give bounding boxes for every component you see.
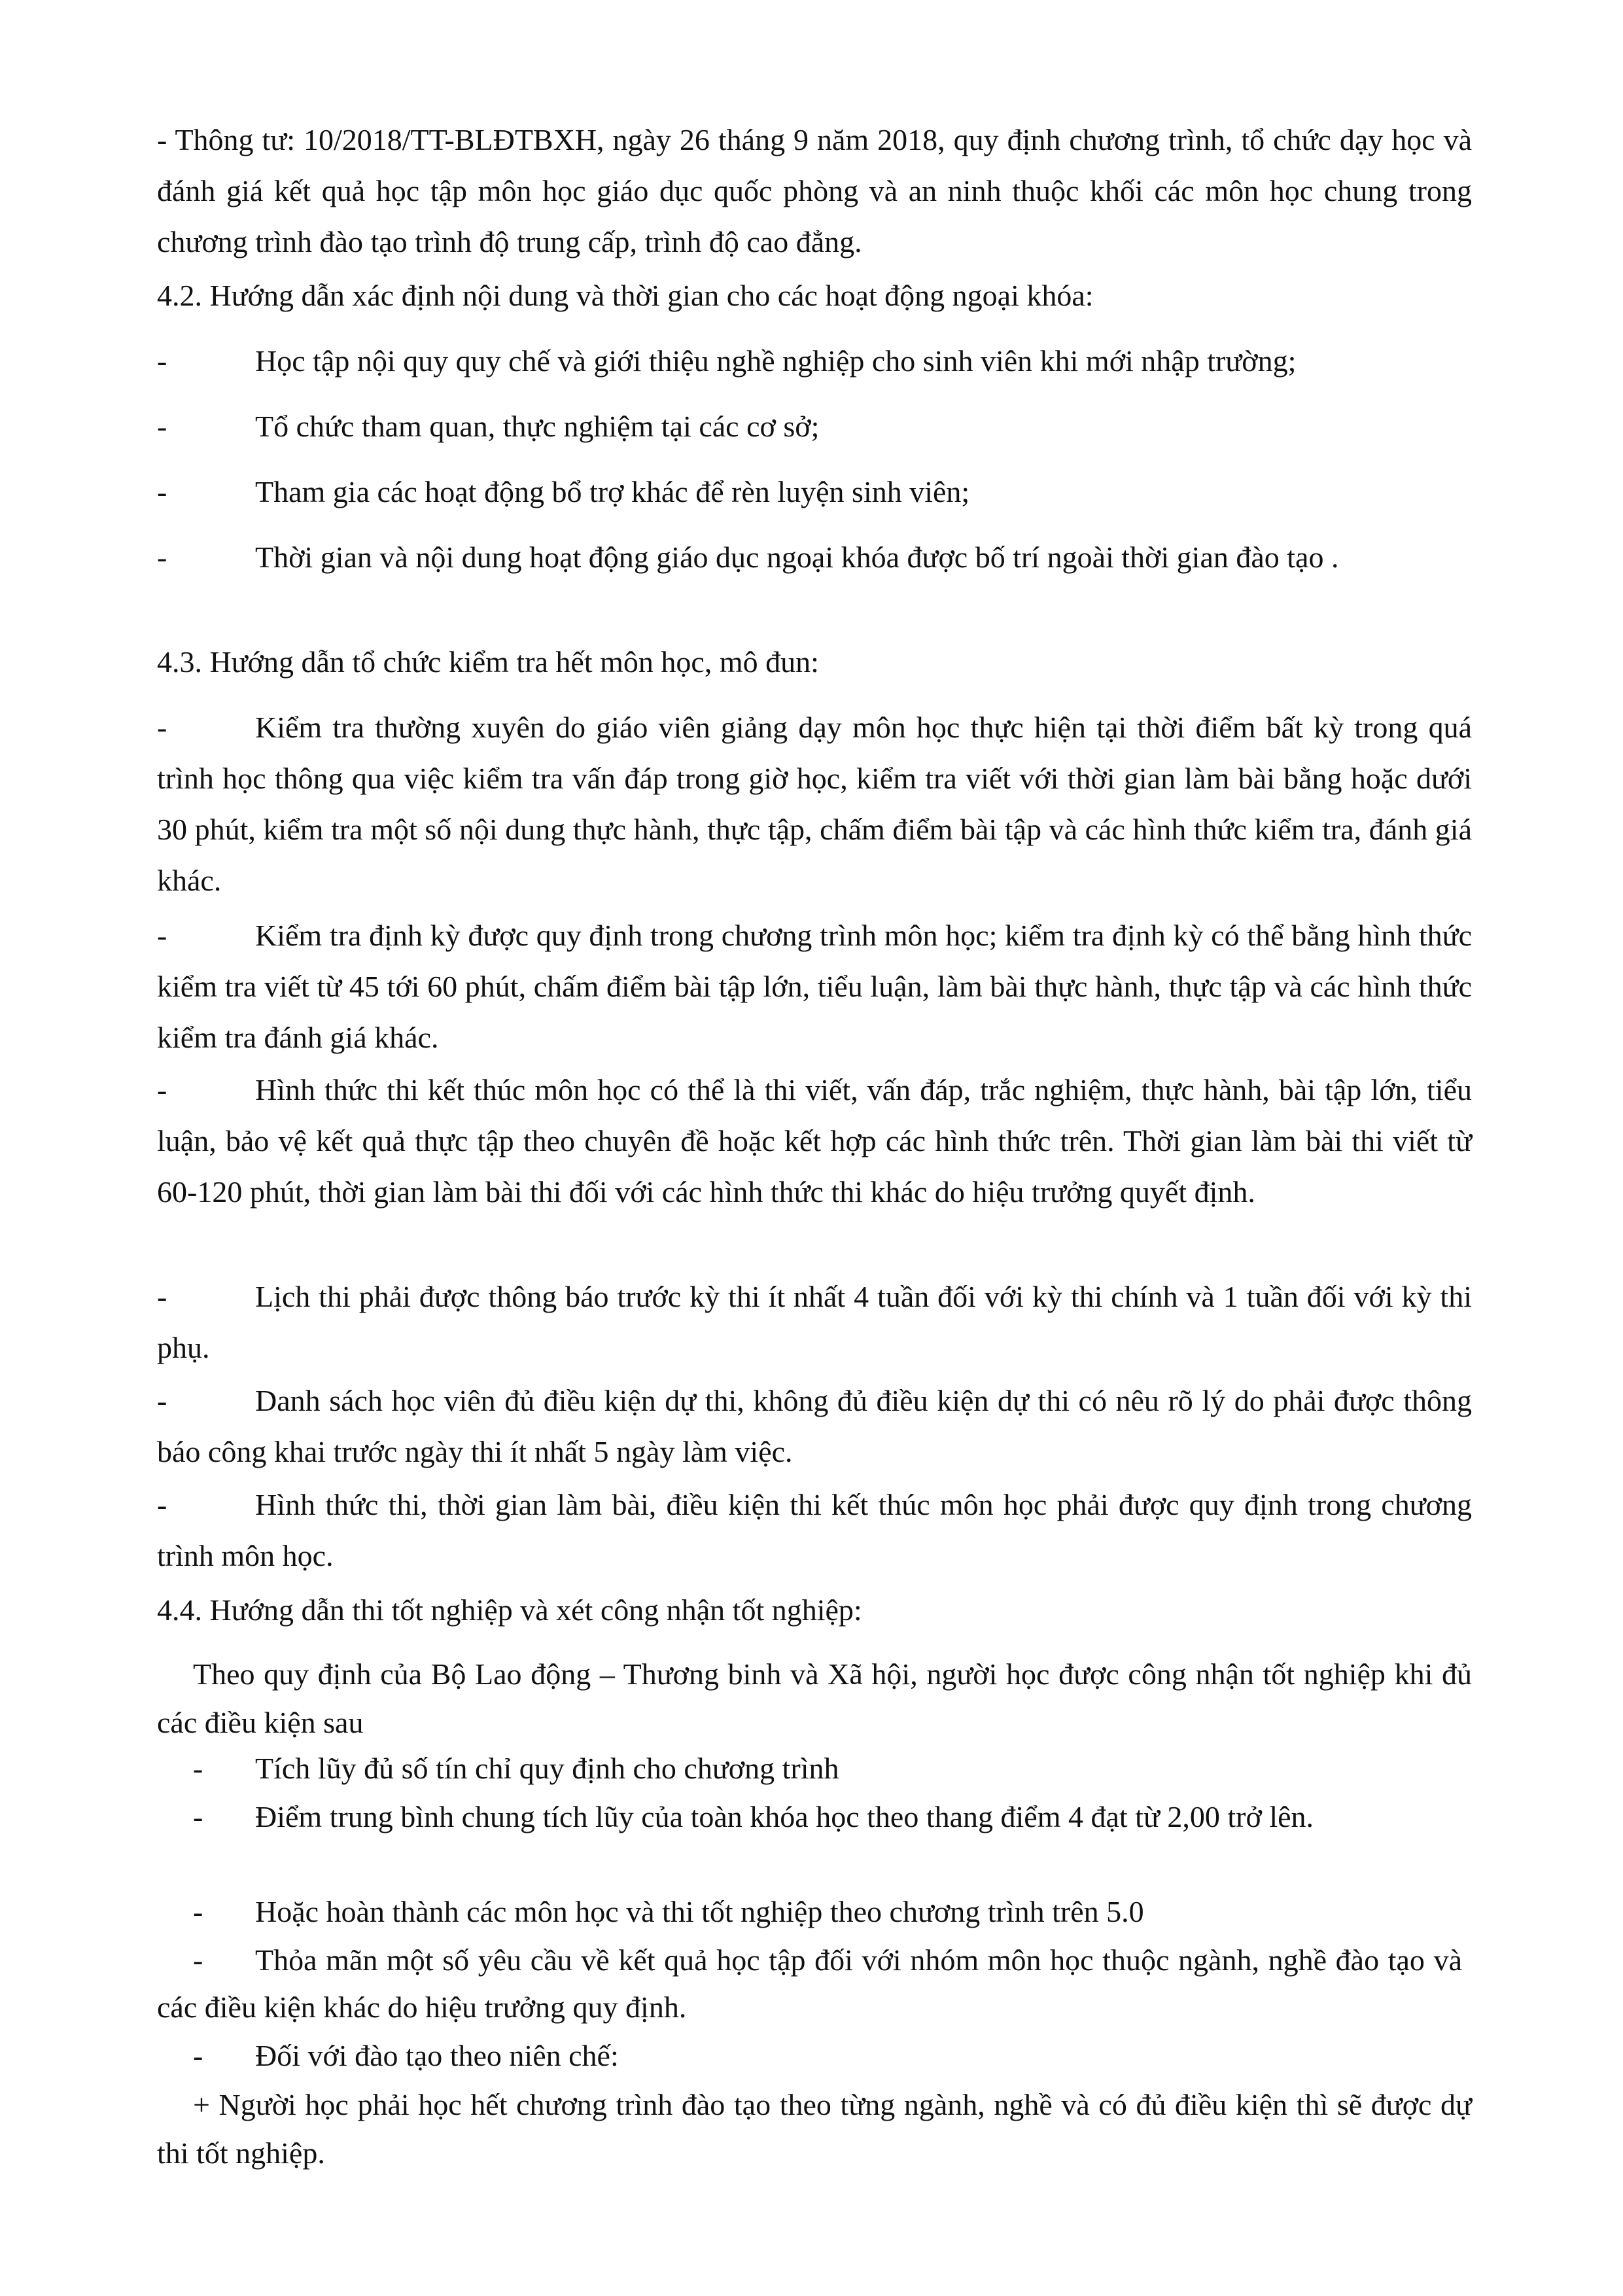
- bullet-dash: -: [193, 1752, 203, 1785]
- list-item-text: Hoặc hoàn thành các môn học và thi tốt nghiệp theo chương trình trên 5.0: [255, 1895, 1144, 1928]
- list-item: [157, 1937, 1462, 2031]
- bullet-dash: -: [157, 540, 167, 574]
- bullet-dash: -: [157, 1488, 167, 1521]
- list-item-text: Kiểm tra thường xuyên do giáo viên giảng dạy môn học thực hiện tại thời điểm bất kỳ trong quá trình học thông qua việc kiểm tra vấn đáp trong giờ học, kiểm tra viết với thời gian làm bài bằng hoặc dưới 30 phút, kiểm tra một số nội dung thực hành, thực tập, chấm điểm bài tập và các hình thức kiểm tra, đánh giá khác.: [157, 711, 1472, 897]
- list-item: [157, 1375, 1472, 1477]
- list-item: [157, 467, 1472, 518]
- paragraph-circular-reference: - Thông tư: 10/2018/TT-BLĐTBXH, ngày 26 tháng 9 năm 2018, quy định chương trình, tổ chức dạy học và đánh giá kết quả học tập môn học giáo dục quốc phòng và an ninh thuộc khối các môn học chung trong chương trình đào tạo trình độ trung cấp, trình độ cao đẳng.: [157, 123, 1472, 258]
- list-item: [157, 1888, 1462, 1935]
- bullet-dash: -: [157, 1280, 167, 1313]
- bullet-dash: -: [157, 410, 167, 443]
- bullet-dash: -: [157, 1073, 167, 1106]
- bullet-dash: -: [157, 711, 167, 744]
- list-item-text: Tổ chức tham quan, thực nghiệm tại các cơ sở;: [255, 410, 820, 443]
- list-item-text: Danh sách học viên đủ điều kiện dự thi, không đủ điều kiện dự thi có nêu rõ lý do phải được thông báo công khai trước ngày thi ít nhất 5 ngày làm việc.: [157, 1384, 1472, 1468]
- list-item: [157, 2032, 1462, 2079]
- list-item-text: Hình thức thi, thời gian làm bài, điều kiện thi kết thúc môn học phải được quy định trong chương trình môn học.: [157, 1488, 1472, 1572]
- list-item: [157, 1065, 1472, 1218]
- list-item: [157, 1271, 1472, 1373]
- list-item-text: Lịch thi phải được thông báo trước kỳ thi ít nhất 4 tuần đối với kỳ thi chính và 1 tuần đối với kỳ thi phụ.: [157, 1280, 1472, 1364]
- paragraph-graduation-intro: Theo quy định của Bộ Lao động – Thương binh và Xã hội, người học được công nhận tốt nghiệp khi đủ các điều kiện sau: [157, 1657, 1472, 1739]
- section-heading-4-2: 4.2. Hướng dẫn xác định nội dung và thời gian cho các hoạt động ngoại khóa:: [157, 279, 1094, 312]
- list-item-text: Thỏa mãn một số yêu cầu về kết quả học tập đối với nhóm môn học thuộc ngành, nghề đào tạo và các điều kiện khác do hiệu trưởng quy định.: [157, 1943, 1462, 2024]
- section-heading-4-4: 4.4. Hướng dẫn thi tốt nghiệp và xét công nhận tốt nghiệp:: [157, 1593, 862, 1627]
- list-item: [157, 532, 1472, 583]
- bullet-dash: -: [193, 1943, 203, 1977]
- paragraph-graduation-plus: + Người học phải học hết chương trình đào tạo theo từng ngành, nghề và có đủ điều kiện thì sẽ được dự thi tốt nghiệp.: [157, 2088, 1472, 2170]
- bullet-dash: -: [157, 344, 167, 378]
- list-item-text: Tích lũy đủ số tín chỉ quy định cho chương trình: [255, 1752, 839, 1785]
- bullet-dash: -: [157, 475, 167, 508]
- bullet-dash: -: [157, 919, 167, 952]
- list-item: [157, 910, 1472, 1063]
- list-item-text: Đối với đào tạo theo niên chế:: [255, 2039, 619, 2072]
- section-heading-4-3: 4.3. Hướng dẫn tổ chức kiểm tra hết môn học, mô đun:: [157, 645, 819, 679]
- list-item-text: Điểm trung bình chung tích lũy của toàn khóa học theo thang điểm 4 đạt từ 2,00 trở lên.: [255, 1800, 1314, 1833]
- list-item: [157, 702, 1472, 906]
- list-item: [157, 1479, 1472, 1581]
- bullet-dash: -: [193, 2039, 203, 2072]
- bullet-dash: -: [157, 1384, 167, 1417]
- list-item: [157, 1745, 1462, 1792]
- list-item-text: Thời gian và nội dung hoạt động giáo dục ngoại khóa được bố trí ngoài thời gian đào tạo .: [255, 540, 1339, 574]
- list-item-text: Kiểm tra định kỳ được quy định trong chương trình môn học; kiểm tra định kỳ có thể bằng hình thức kiểm tra viết từ 45 tới 60 phút, chấm điểm bài tập lớn, tiểu luận, làm bài thực hành, thực tập và các hình thức kiểm tra đánh giá khác.: [157, 919, 1472, 1054]
- list-item-text: Tham gia các hoạt động bổ trợ khác để rèn luyện sinh viên;: [255, 475, 970, 508]
- list-item: [157, 401, 1472, 452]
- list-item: [157, 336, 1472, 387]
- list-item-text: Hình thức thi kết thúc môn học có thể là thi viết, vấn đáp, trắc nghiệm, thực hành, bài tập lớn, tiểu luận, bảo vệ kết quả thực tập theo chuyên đề hoặc kết hợp các hình thức trên. Thời gian làm bài thi viết từ 60-120 phút, thời gian làm bài thi đối với các hình thức thi khác do hiệu trưởng quyết định.: [157, 1073, 1472, 1209]
- list-item-text: Học tập nội quy quy chế và giới thiệu nghề nghiệp cho sinh viên khi mới nhập trường;: [255, 344, 1297, 378]
- list-item: [157, 1793, 1462, 1841]
- bullet-dash: -: [193, 1800, 203, 1833]
- bullet-dash: -: [193, 1895, 203, 1928]
